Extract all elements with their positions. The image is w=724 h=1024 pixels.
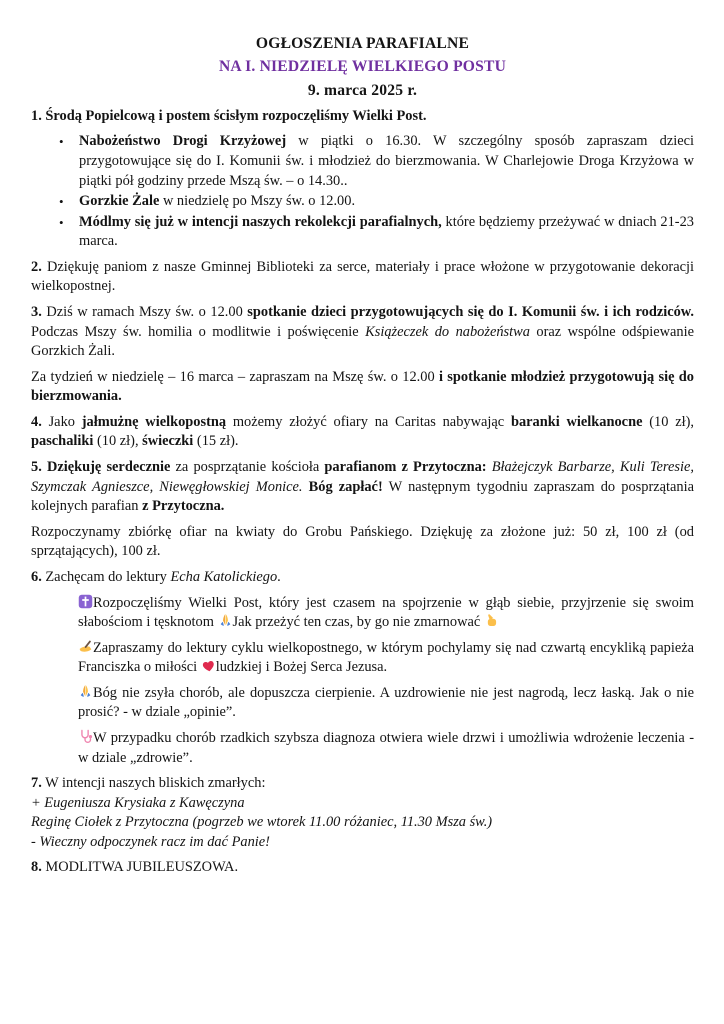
echo-note-zdrowie [78, 729, 694, 768]
red-heart-icon [200, 657, 217, 674]
bullet-marker-icon: • [59, 214, 64, 230]
page-title: OGŁOSZENIA PARAFIALNE [255, 35, 470, 52]
text-run: 1. Środą Popielcową i postem ścisłym rozpoczęliśmy Wielki Post. [31, 107, 427, 124]
text-run: 2. [31, 258, 42, 275]
text-run: Jako [41, 413, 82, 430]
item-8 [31, 858, 694, 878]
text-run: Dziś w ramach Mszy św. o 12.00 [41, 304, 248, 320]
bullet-marker-icon: • [59, 134, 64, 150]
writing-hand-icon [78, 639, 93, 654]
bullet-gorzkie-zale [31, 192, 694, 212]
text-run: Rozpoczynamy zbiórkę ofiar na kwiaty do Grobu Pańskiego. Dziękuję za złożone już: 50 zł, 100 zł (od sprzątających), 100 zł. [31, 523, 694, 560]
para-za-tydzien [31, 368, 694, 407]
text-run: W intencji naszych bliskich zmarłych: [41, 775, 266, 792]
text-run: Zapraszamy do lektury cyklu wielkopostnego, w którym pochylamy się nad czwartą encykliką papieża Franciszka o miłości [78, 639, 694, 676]
item-3 [31, 303, 694, 362]
text-run: Gorzkie Żale [79, 193, 160, 210]
text-run: Jak przeżyć ten czas, by go nie zmarnować [232, 614, 484, 631]
bullet-rekolekcje [31, 213, 694, 252]
text-run: (15 zł). [193, 433, 239, 450]
text-run: za posprzątanie kościoła [170, 459, 325, 476]
echo-note-wielki-post [78, 594, 694, 633]
page-subtitle: NA I. NIEDZIELĘ WIELKIEGO POSTU [218, 58, 507, 76]
page-date: 9. marca 2025 r. [307, 81, 418, 99]
text-run: z Przytoczna. [142, 498, 225, 515]
bullet-text [79, 192, 694, 212]
text-run: możemy złożyć ofiary na Caritas nabywając [226, 413, 511, 430]
bullet-text [79, 213, 694, 252]
folded-hands-icon [218, 613, 233, 628]
para-kwiaty [31, 523, 694, 562]
text-run: 8. [31, 859, 42, 876]
intention-line [31, 833, 694, 853]
backhand-index-up-icon [484, 613, 499, 628]
text-run: Zachęcam do lektury [41, 568, 171, 585]
text-run: i spotkanie młodzież przygotowują się do bierzmowania. [31, 368, 695, 405]
text-run: - Wieczny odpoczynek racz im dać Panie! [31, 833, 270, 850]
text-run: W następnym tygodniu zapraszam do posprzątania kolejnych parafian [31, 478, 694, 515]
echo-note-opinie [78, 684, 694, 723]
item-1 [31, 107, 694, 127]
bullet-text [79, 132, 694, 191]
text-run: paschaliki [31, 433, 94, 450]
text-run: ludzkiej i Bożej Serca Jezusa. [215, 659, 388, 676]
item-5 [31, 458, 694, 517]
text-run: Podczas Mszy św. homilia o modlitwie i poświęcenie [31, 323, 366, 340]
item-7 [31, 774, 694, 794]
text-run: świeczki [142, 433, 194, 450]
text-run: W przypadku chorób rzadkich szybsza diagnoza otwiera wiele drzwi i umożliwia wdrożenie leczenia - w dziale „zdrowie”. [78, 729, 694, 766]
bullet-droga-krzyzowa [31, 132, 694, 191]
text-run: w niedzielę po Mszy św. o 12.00. [159, 193, 356, 210]
text-run: które będziemy przeżywać w dniach 21-23 marca. [79, 213, 694, 250]
text-run: Błażejczyk Barbarze, Kuli Teresie, Szymczak Agnieszce, Niewęgłowskiej Monice. [31, 459, 694, 495]
item-4 [31, 413, 694, 452]
text-run: Nabożeństwo Drogi Krzyżowej [79, 133, 287, 150]
text-run: w piątki o 16.30. W szczególny sposób zapraszam dzieci przygotowujące się do I. Komunii św. i młodzież do bierzmowania. W Charlejowie Droga Krzyżowa w piątki pół godziny przede Mszą św. – o 14.30.. [79, 133, 694, 189]
text-run: . [277, 568, 281, 585]
stethoscope-icon [78, 729, 93, 744]
text-run: spotkanie dzieci przygotowujących się do I. Komunii św. i ich rodziców. [247, 304, 694, 320]
latin-cross-icon [78, 594, 93, 609]
text-run: Bóg nie zsyła chorób, ale dopuszcza cierpienie. A uzdrowienie nie jest nagrodą, lecz łaską. Jak o nie prosić? - w dziale „opinie”. [78, 684, 694, 721]
text-run: (10 zł), [642, 413, 695, 430]
text-run: Za tydzień w niedzielę – 16 marca – zapraszam na Mszę św. o 12.00 [31, 368, 439, 385]
text-run: Bóg zapłać! [308, 478, 383, 495]
text-run: + Eugeniusza Krysiaka z Kawęczyna [31, 794, 245, 811]
text-run: MODLITWA JUBILEUSZOWA. [41, 859, 239, 876]
folded-hands-icon [78, 684, 93, 699]
text-run: Echa Katolickiego [170, 568, 278, 585]
echo-note-encyklika [78, 639, 694, 678]
bullet-marker-icon: • [59, 194, 64, 210]
text-run: oraz wspólne odśpiewanie Gorzkich Żali. [31, 323, 694, 360]
text-run: Książeczek do nabożeństwa [365, 323, 530, 340]
text-run: parafianom z Przytoczna: [324, 459, 487, 476]
text-run: 6. [31, 568, 42, 585]
item-2 [31, 258, 694, 297]
text-run: 3. [31, 304, 42, 320]
text-run: Reginę Ciołek z Przytoczna (pogrzeb we wtorek 11.00 różaniec, 11.30 Msza św.) [31, 814, 493, 831]
text-run: jałmużnę wielkopostną [81, 413, 227, 430]
intention-line [31, 813, 694, 833]
text-run: (10 zł), [93, 433, 143, 450]
item-6 [31, 568, 694, 588]
document-body [31, 107, 694, 878]
text-run: 4. [31, 413, 42, 430]
text-run: Módlmy się już w intencji naszych rekolekcji parafialnych, [79, 213, 442, 230]
text-run: 5. Dziękuję serdecznie [31, 459, 171, 476]
text-run: 7. [31, 775, 42, 792]
text-run: Dziękuję paniom z nasze Gminnej Biblioteki za serce, materiały i prace włożone w przygotowanie dekoracji wielkopostnej. [31, 258, 694, 295]
intention-line [31, 794, 694, 814]
text-run: Rozpoczęliśmy Wielki Post, który jest czasem na spojrzenie w głąb siebie, przyjrzenie się swoim słabościom i tęsknotom [78, 594, 694, 631]
text-run: baranki wielkanocne [510, 413, 643, 430]
